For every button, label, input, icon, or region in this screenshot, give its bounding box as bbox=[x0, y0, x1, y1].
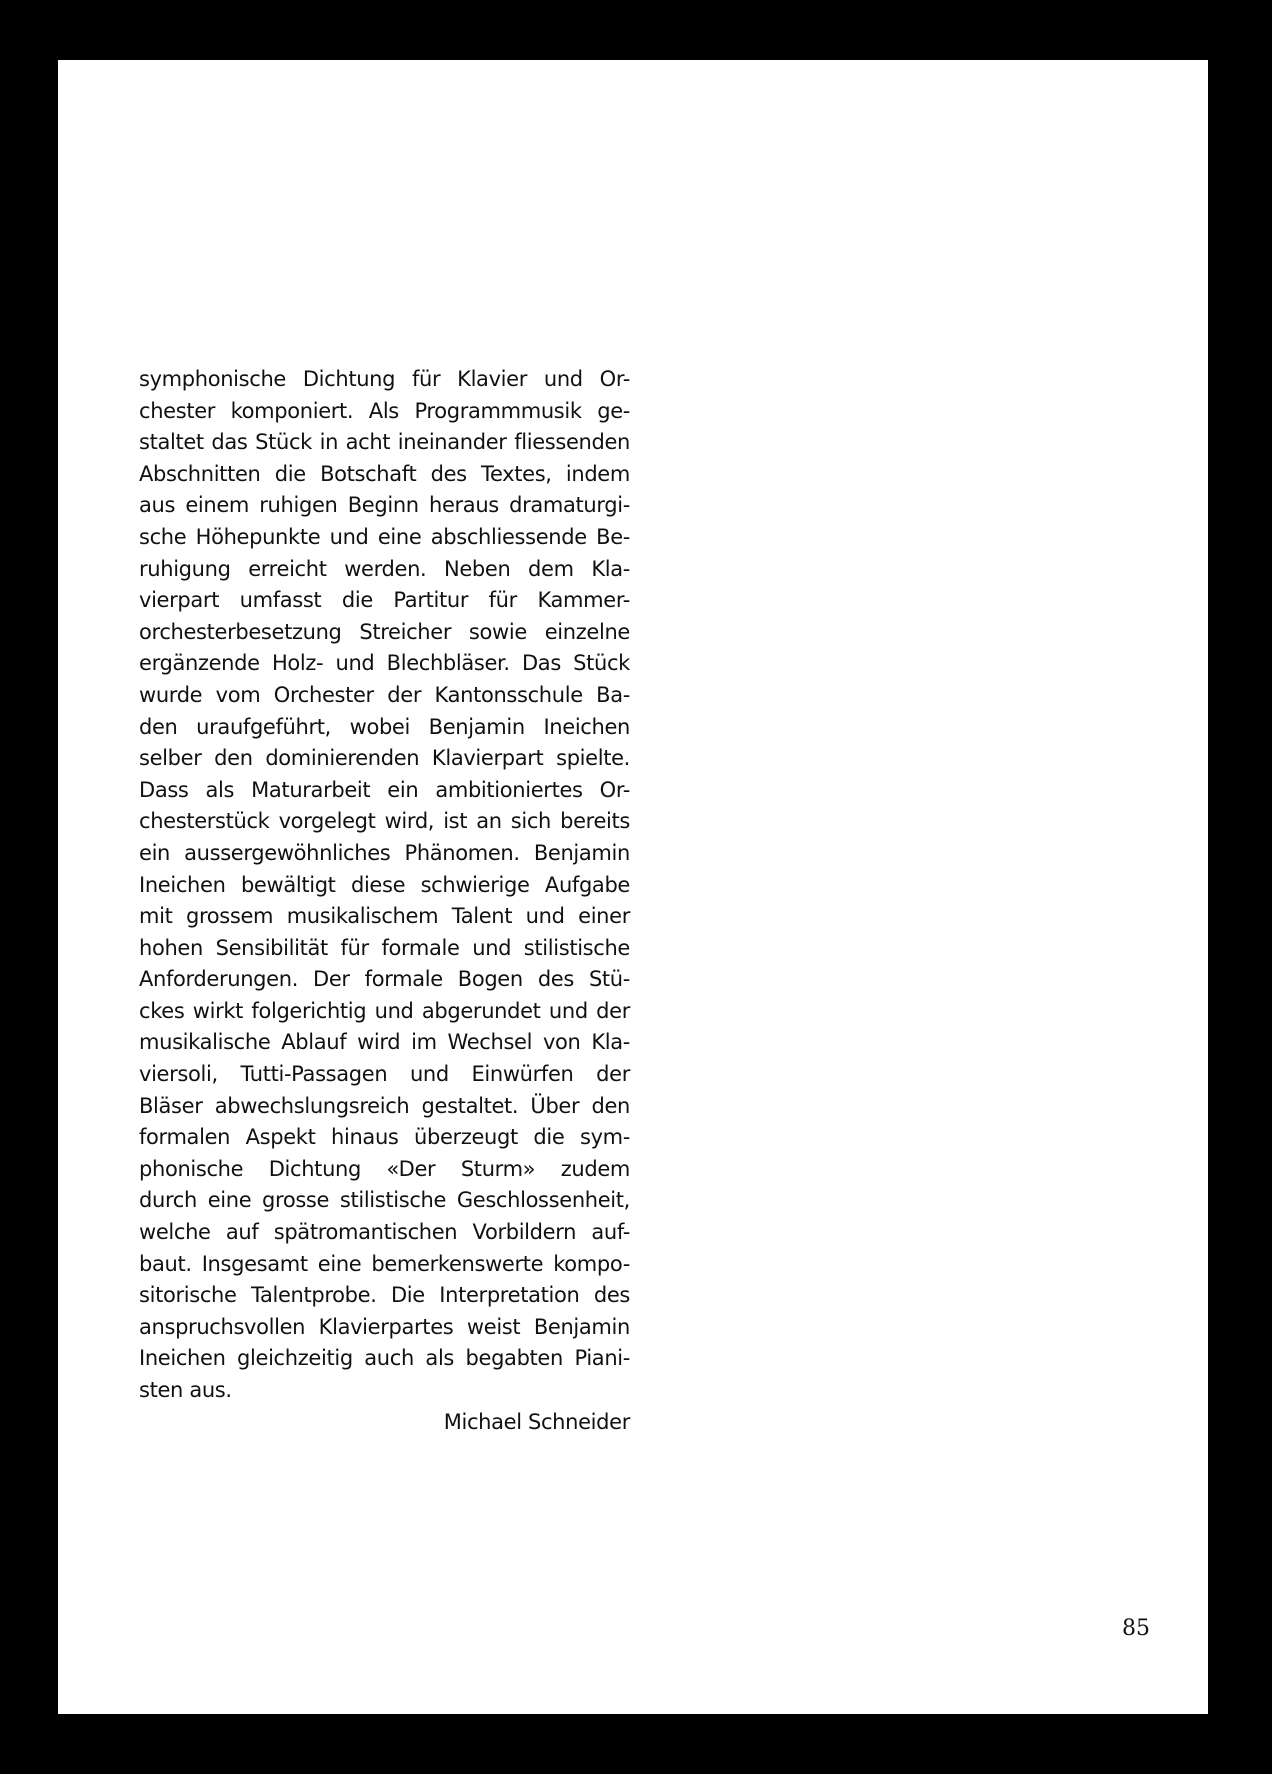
text-line: Ineichen gleichzeitig auch als begabten Piani- bbox=[139, 1346, 630, 1371]
text-line: staltet das Stück in acht ineinander fliessenden bbox=[139, 430, 630, 455]
author-signature: Michael Schneider bbox=[443, 1409, 630, 1434]
text-line: sten aus. bbox=[139, 1378, 232, 1402]
text-line: Anforderungen. Der formale Bogen des Stü- bbox=[139, 967, 630, 992]
text-line: baut. Insgesamt eine bemerkenswerte kompo- bbox=[139, 1251, 630, 1276]
text-line: ein aussergewöhnliches Phänomen. Benjamin bbox=[139, 840, 630, 865]
text-line: orchesterbesetzung Streicher sowie einzelne bbox=[139, 619, 630, 644]
text-line: chesterstück vorgelegt wird, ist an sich bereits bbox=[139, 809, 630, 834]
document-page bbox=[58, 60, 1208, 1714]
text-line: Dass als Maturarbeit ein ambitioniertes Or- bbox=[139, 777, 630, 802]
text-line: ckes wirkt folgerichtig und abgerundet und der bbox=[139, 998, 630, 1023]
text-line: sitorische Talentprobe. Die Interpretation des bbox=[139, 1283, 630, 1308]
text-line: selber den dominierenden Klavierpart spielte. bbox=[139, 746, 630, 771]
text-line: Ineichen bewältigt diese schwierige Aufgabe bbox=[139, 872, 630, 897]
text-line: anspruchsvollen Klavierpartes weist Benjamin bbox=[139, 1314, 630, 1339]
text-line: sche Höhepunkte und eine abschliessende Be- bbox=[139, 524, 630, 549]
text-line: vierpart umfasst die Partitur für Kammer- bbox=[139, 588, 630, 613]
text-line: phonische Dichtung «Der Sturm» zudem bbox=[139, 1156, 630, 1181]
text-line: hohen Sensibilität für formale und stilistische bbox=[139, 935, 630, 960]
text-line: musikalische Ablauf wird im Wechsel von Kla- bbox=[139, 1030, 630, 1055]
text-line: aus einem ruhigen Beginn heraus dramaturgi- bbox=[139, 493, 630, 518]
text-line: den uraufgeführt, wobei Benjamin Ineichen bbox=[139, 714, 630, 739]
text-line: viersoli, Tutti-Passagen und Einwürfen der bbox=[139, 1062, 630, 1087]
text-line: formalen Aspekt hinaus überzeugt die sym- bbox=[139, 1125, 630, 1150]
text-line: ergänzende Holz- und Blechbläser. Das Stück bbox=[139, 651, 630, 676]
text-line: mit grossem musikalischem Talent und einer bbox=[139, 904, 630, 929]
text-line: welche auf spätromantischen Vorbildern auf- bbox=[139, 1220, 630, 1245]
article-column bbox=[139, 364, 630, 1438]
text-line: chester komponiert. Als Programmmusik ge- bbox=[139, 398, 630, 423]
text-line: Bläser abwechslungsreich gestaltet. Über den bbox=[139, 1093, 630, 1118]
text-line: symphonische Dichtung für Klavier und Or- bbox=[139, 367, 630, 391]
text-line: ruhigung erreicht werden. Neben dem Kla- bbox=[139, 556, 630, 581]
text-line: Abschnitten die Botschaft des Textes, indem bbox=[139, 461, 630, 486]
text-line: durch eine grosse stilistische Geschlossenheit, bbox=[139, 1188, 630, 1213]
page-number: 85 bbox=[1122, 1616, 1150, 1641]
text-line: wurde vom Orchester der Kantonsschule Ba- bbox=[139, 682, 630, 707]
